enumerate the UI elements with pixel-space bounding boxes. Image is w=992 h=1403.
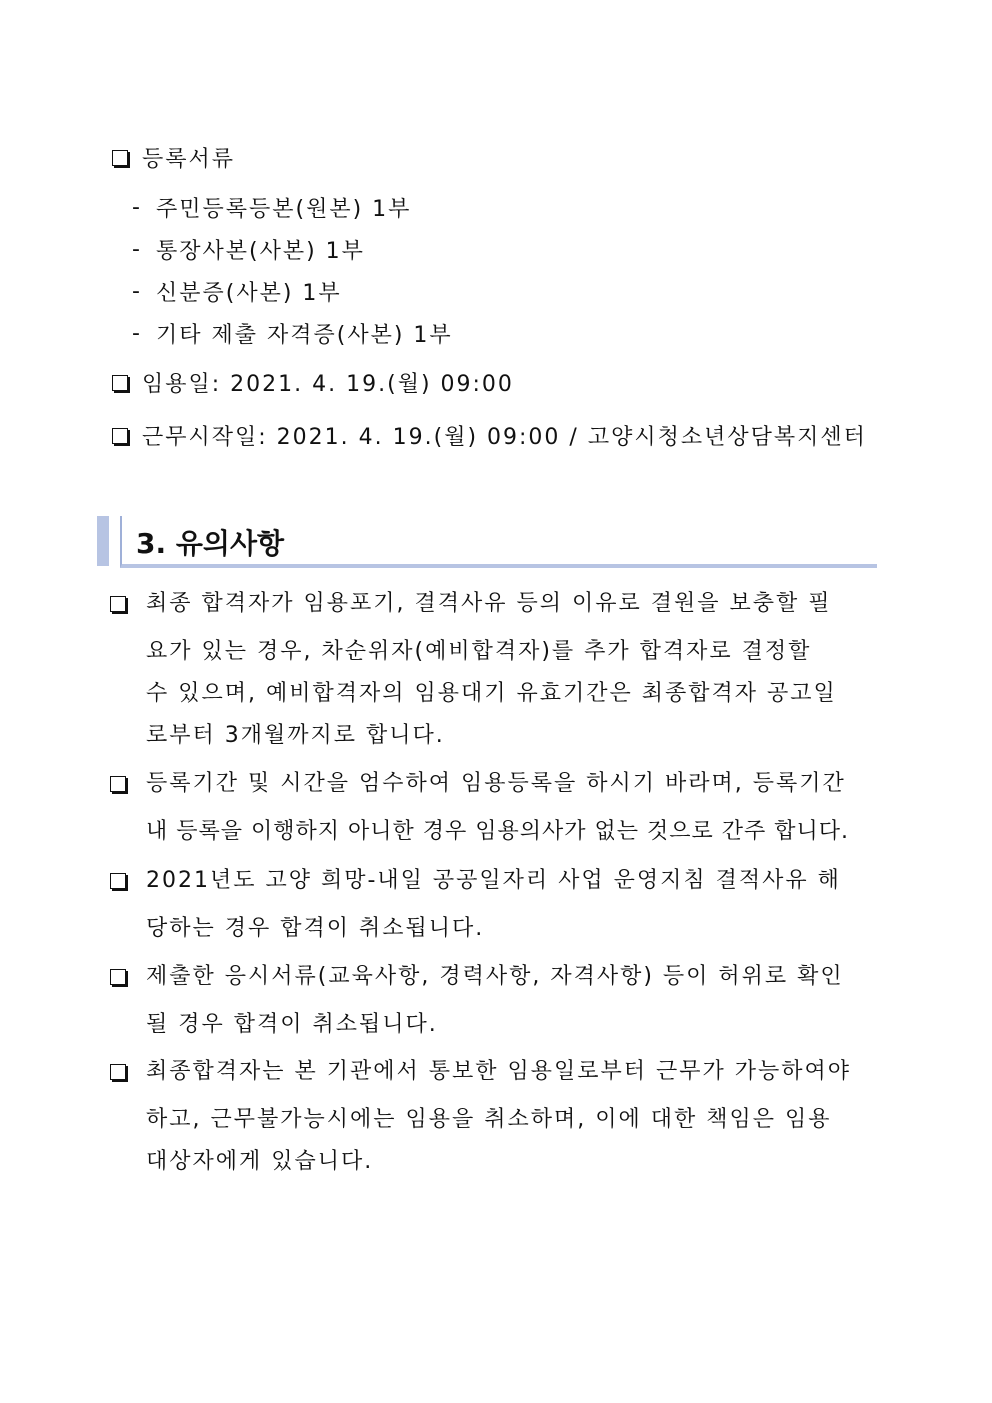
checkbox-bullet-icon	[112, 428, 128, 444]
note-line	[110, 811, 920, 853]
note-paragraph	[110, 583, 920, 757]
reg-doc-item-text: 기타 제출 자격증(사본) 1부	[156, 323, 453, 348]
note-paragraph	[110, 956, 920, 1046]
note-line-text: 수 있으며, 예비합격자의 임용대기 유효기간은 최종합격자 공고일	[146, 681, 837, 706]
checkbox-bullet-icon	[112, 375, 128, 391]
checkbox-bullet-icon	[112, 150, 128, 166]
note-line	[110, 763, 920, 805]
reg-doc-item-text: 통장사본(사본) 1부	[156, 239, 365, 264]
checkbox-bullet-icon	[110, 969, 126, 985]
note-line-text: 제출한 응시서류(교육사항, 경력사항, 자격사항) 등이 허위로 확인	[146, 964, 844, 989]
reg-doc-item-text: 신분증(사본) 1부	[156, 281, 342, 306]
note-line-text: 내 등록을 이행하지 아니한 경우 임용의사가 없는 것으로 간주 합니다.	[146, 819, 849, 844]
note-line	[110, 583, 920, 625]
note-paragraph	[110, 763, 920, 853]
checkbox-bullet-icon	[110, 596, 126, 612]
dash-bullet-icon: -	[132, 279, 142, 304]
note-paragraph	[110, 860, 920, 950]
checkbox-bullet-icon	[110, 873, 126, 889]
note-line	[110, 908, 920, 950]
dash-bullet-icon: -	[132, 195, 142, 220]
section-heading: 3. 유의사항	[136, 527, 285, 560]
note-line	[110, 673, 920, 715]
note-line-text: 2021년도 고양 희망-내일 공공일자리 사업 운영지침 결적사유 해	[146, 868, 841, 893]
checkbox-bullet-icon	[110, 1064, 126, 1080]
note-paragraph	[110, 1051, 920, 1183]
reg-doc-item	[132, 318, 453, 349]
reg-doc-item	[132, 276, 342, 307]
reg-docs-title-row	[112, 142, 235, 173]
section-heading-accent-bar	[97, 516, 109, 566]
note-line-text: 최종합격자는 본 기관에서 통보한 임용일로부터 근무가 가능하여야	[146, 1059, 852, 1084]
reg-doc-item	[132, 234, 365, 265]
work-start: 근무시작일: 2021. 4. 19.(월) 09:00 / 고양시청소년상담복지센터	[142, 425, 867, 450]
note-line	[110, 1099, 920, 1141]
dash-bullet-icon: -	[132, 237, 142, 262]
note-line	[110, 1141, 920, 1183]
note-line	[110, 956, 920, 998]
note-line-text: 당하는 경우 합격이 취소됩니다.	[146, 916, 485, 941]
note-line-text: 될 경우 합격이 취소됩니다.	[146, 1012, 438, 1037]
note-line-text: 최종 합격자가 임용포기, 결격사유 등의 이유로 결원을 보충할 필	[146, 591, 832, 616]
reg-doc-item-text: 주민등록등본(원본) 1부	[156, 197, 412, 222]
note-line-text: 대상자에게 있습니다.	[146, 1149, 374, 1174]
reg-doc-item	[132, 192, 411, 223]
note-line	[110, 1004, 920, 1046]
note-line	[110, 1051, 920, 1093]
note-line-text: 로부터 3개월까지로 합니다.	[146, 723, 445, 748]
checkbox-bullet-icon	[110, 776, 126, 792]
note-line-text: 등록기간 및 시간을 엄수하여 임용등록을 하시기 바라며, 등록기간	[146, 771, 846, 796]
note-line-text: 요가 있는 경우, 차순위자(예비합격자)를 추가 합격자로 결정할	[146, 639, 812, 664]
note-line	[110, 631, 920, 673]
dash-bullet-icon: -	[132, 321, 142, 346]
reg-docs-title: 등록서류	[142, 147, 236, 172]
note-line	[110, 860, 920, 902]
appointment-date-row	[112, 367, 514, 398]
work-start-row	[112, 420, 867, 451]
appointment-date: 임용일: 2021. 4. 19.(월) 09:00	[142, 372, 514, 397]
note-line-text: 하고, 근무불가능시에는 임용을 취소하며, 이에 대한 책임은 임용	[146, 1107, 832, 1132]
note-line	[110, 715, 920, 757]
